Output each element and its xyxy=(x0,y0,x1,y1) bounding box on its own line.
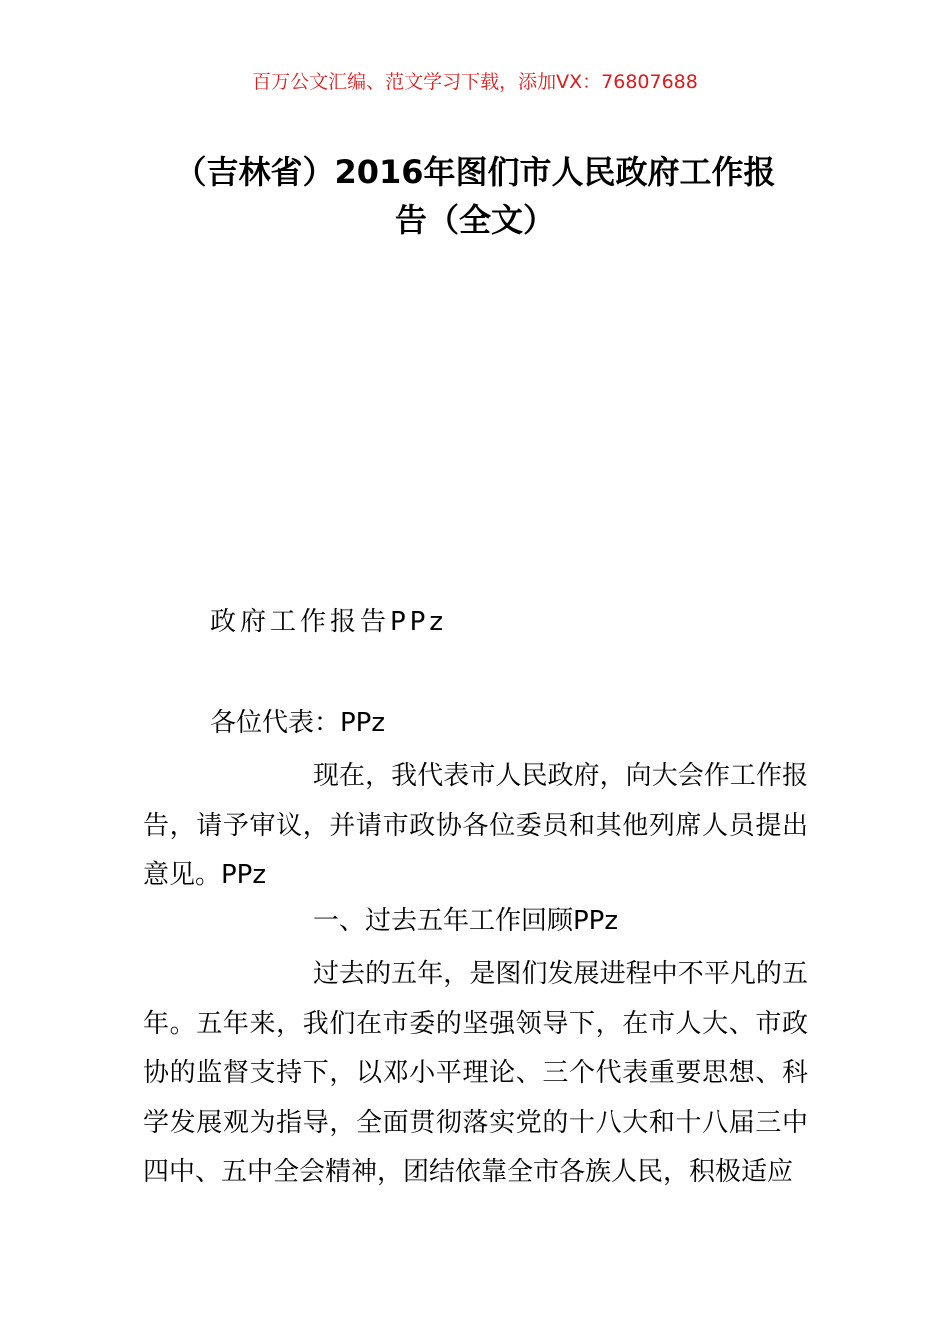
salutation: 各位代表：PPz xyxy=(210,708,386,738)
header-banner: 百万公文汇编、范文学习下载，添加VX：76807688 xyxy=(252,71,698,93)
document-title-line1: （吉林省）2016年图们市人民政府工作报 xyxy=(174,153,776,191)
section-heading: 一、过去五年工作回顾PPz xyxy=(313,906,619,936)
document-subtitle: 政府工作报告PPz xyxy=(210,607,448,637)
paragraph-intro: 现在，我代表市人民政府，向大会作工作报告，请予审议，并请市政协各位委员和其他列席人员提出意见。PPz xyxy=(143,761,808,891)
document-title-line2: 告（全文） xyxy=(394,201,555,239)
paragraph-review: 过去的五年，是图们发展进程中不平凡的五年。五年来，我们在市委的坚强领导下，在市人大、市政协的监督支持下，以邓小平理论、三个代表重要思想、科学发展观为指导，全面贯彻落实党的十八大和十八届三中四中、五中全会精神，团结依靠全市各族人民，积极适应 xyxy=(143,959,808,1188)
document-title xyxy=(130,148,820,244)
